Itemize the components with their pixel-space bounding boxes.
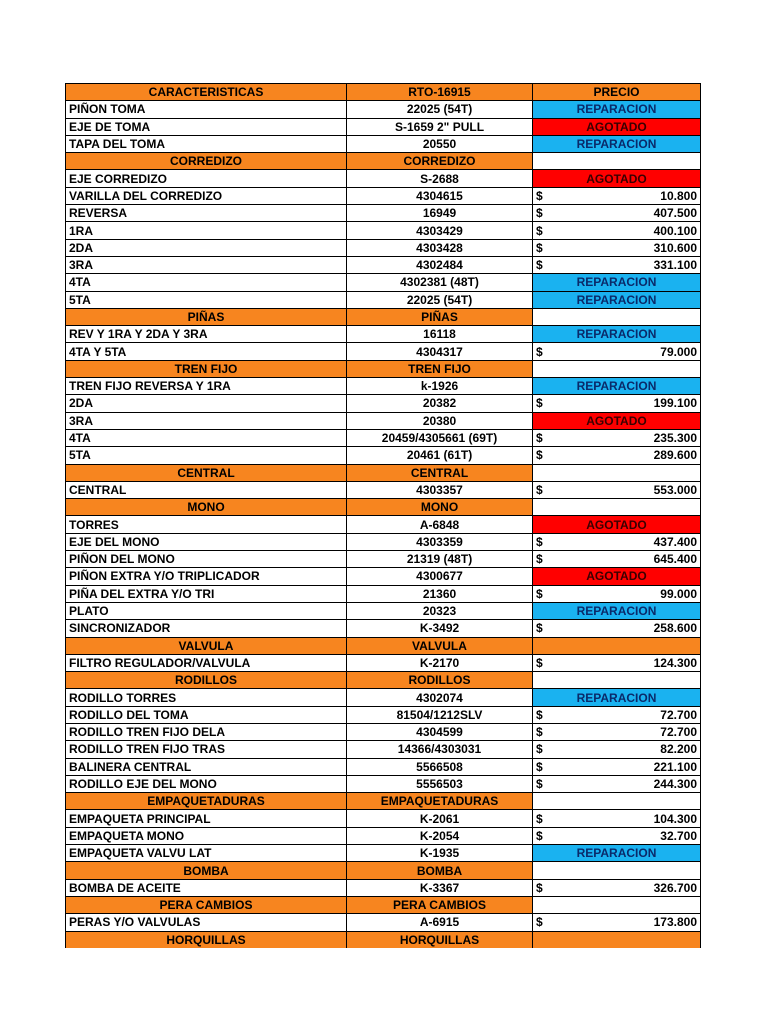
section-title-ref: CENTRAL	[347, 464, 533, 481]
part-name: 5TA	[66, 291, 347, 308]
parts-price-table	[65, 83, 701, 948]
section-title: TREN FIJO	[66, 360, 347, 377]
price-cell	[533, 827, 701, 844]
part-name: PIÑA DEL EXTRA Y/O TRI	[66, 585, 347, 602]
part-reference: 16949	[347, 205, 533, 222]
currency-symbol: $	[536, 240, 543, 255]
section-header-row	[66, 360, 701, 377]
status-reparacion: REPARACION	[533, 291, 701, 308]
section-title-ref: TREN FIJO	[347, 360, 533, 377]
part-name: TAPA DEL TOMA	[66, 135, 347, 152]
currency-symbol: $	[536, 742, 543, 757]
part-reference: K-1935	[347, 845, 533, 862]
section-header-row	[66, 464, 701, 481]
price-value: 645.400	[653, 552, 697, 567]
table-row	[66, 187, 701, 204]
price-value: 79.000	[660, 344, 697, 359]
price-value: 10.800	[660, 188, 697, 203]
currency-symbol: $	[536, 482, 543, 497]
table-row	[66, 395, 701, 412]
section-title-ref: HORQUILLAS	[347, 931, 533, 948]
section-title: HORQUILLAS	[66, 931, 347, 948]
table-row	[66, 879, 701, 896]
currency-symbol: $	[536, 621, 543, 636]
table-row	[66, 326, 701, 343]
part-reference: S-1659 2" PULL	[347, 118, 533, 135]
price-cell	[533, 758, 701, 775]
price-cell	[533, 447, 701, 464]
part-reference: 20323	[347, 602, 533, 619]
part-name: BOMBA DE ACEITE	[66, 879, 347, 896]
part-name: 5TA	[66, 447, 347, 464]
part-name: EMPAQUETA PRINCIPAL	[66, 810, 347, 827]
table-row	[66, 602, 701, 619]
section-title: CENTRAL	[66, 464, 347, 481]
part-reference: A-6915	[347, 914, 533, 931]
currency-symbol: $	[536, 777, 543, 792]
price-cell	[533, 620, 701, 637]
section-header-row	[66, 637, 701, 654]
table-row	[66, 256, 701, 273]
part-name: RODILLO EJE DEL MONO	[66, 775, 347, 792]
part-name: REV Y 1RA Y 2DA Y 3RA	[66, 326, 347, 343]
currency-symbol: $	[536, 880, 543, 895]
part-name: EJE CORREDIZO	[66, 170, 347, 187]
price-value: 235.300	[653, 431, 697, 446]
price-value: 173.800	[653, 915, 697, 930]
part-name: RODILLO DEL TOMA	[66, 706, 347, 723]
status-reparacion: REPARACION	[533, 135, 701, 152]
price-cell	[533, 551, 701, 568]
currency-symbol: $	[536, 344, 543, 359]
part-reference: K-2170	[347, 654, 533, 671]
price-cell	[533, 533, 701, 550]
part-reference: 5556503	[347, 775, 533, 792]
part-reference: 5566508	[347, 758, 533, 775]
status-agotado: AGOTADO	[533, 516, 701, 533]
table-row	[66, 274, 701, 291]
status-agotado: AGOTADO	[533, 568, 701, 585]
currency-symbol: $	[536, 206, 543, 221]
price-cell	[533, 481, 701, 498]
part-name: TREN FIJO REVERSA Y 1RA	[66, 378, 347, 395]
section-header-row	[66, 308, 701, 325]
part-name: 2DA	[66, 239, 347, 256]
status-reparacion: REPARACION	[533, 689, 701, 706]
table-row	[66, 827, 701, 844]
part-name: PIÑON DEL MONO	[66, 551, 347, 568]
part-reference: 20382	[347, 395, 533, 412]
section-price-cell	[533, 464, 701, 481]
status-reparacion: REPARACION	[533, 274, 701, 291]
part-reference: 20380	[347, 412, 533, 429]
price-value: 72.700	[660, 725, 697, 740]
currency-symbol: $	[536, 223, 543, 238]
status-reparacion: REPARACION	[533, 845, 701, 862]
part-name: RODILLO TREN FIJO TRAS	[66, 741, 347, 758]
part-reference: 4304599	[347, 723, 533, 740]
part-name: EMPAQUETA MONO	[66, 827, 347, 844]
status-agotado: AGOTADO	[533, 170, 701, 187]
section-header-row	[66, 153, 701, 170]
price-value: 244.300	[653, 777, 697, 792]
section-title-ref: BOMBA	[347, 862, 533, 879]
section-title-ref: PIÑAS	[347, 308, 533, 325]
table-row	[66, 723, 701, 740]
price-cell	[533, 585, 701, 602]
section-title: CORREDIZO	[66, 153, 347, 170]
table-row	[66, 170, 701, 187]
section-price-cell	[533, 672, 701, 689]
part-reference: K-2054	[347, 827, 533, 844]
price-cell	[533, 256, 701, 273]
table-row	[66, 378, 701, 395]
part-name: SINCRONIZADOR	[66, 620, 347, 637]
table-row	[66, 343, 701, 360]
section-title: VALVULA	[66, 637, 347, 654]
price-value: 553.000	[653, 482, 697, 497]
section-header-row	[66, 862, 701, 879]
price-cell	[533, 343, 701, 360]
table-row	[66, 135, 701, 152]
section-title: EMPAQUETADURAS	[66, 793, 347, 810]
status-reparacion: REPARACION	[533, 602, 701, 619]
table-row	[66, 741, 701, 758]
section-price-cell	[533, 499, 701, 516]
table-row	[66, 533, 701, 550]
part-name: TORRES	[66, 516, 347, 533]
table-row	[66, 689, 701, 706]
part-name: PLATO	[66, 602, 347, 619]
section-title-ref: PERA CAMBIOS	[347, 896, 533, 913]
currency-symbol: $	[536, 552, 543, 567]
part-reference: 4303359	[347, 533, 533, 550]
currency-symbol: $	[536, 655, 543, 670]
table-row	[66, 412, 701, 429]
part-name: 4TA	[66, 274, 347, 291]
status-agotado: AGOTADO	[533, 118, 701, 135]
currency-symbol: $	[536, 915, 543, 930]
header-precio: PRECIO	[533, 84, 701, 101]
section-price-cell	[533, 308, 701, 325]
table-row	[66, 239, 701, 256]
price-cell	[533, 706, 701, 723]
part-name: RODILLO TORRES	[66, 689, 347, 706]
part-name: BALINERA CENTRAL	[66, 758, 347, 775]
section-price-cell	[533, 360, 701, 377]
part-reference: K-3492	[347, 620, 533, 637]
table-row	[66, 447, 701, 464]
part-name: PIÑON TOMA	[66, 101, 347, 118]
part-name: 3RA	[66, 256, 347, 273]
section-title-ref: EMPAQUETADURAS	[347, 793, 533, 810]
status-agotado: AGOTADO	[533, 412, 701, 429]
currency-symbol: $	[536, 448, 543, 463]
section-header-row	[66, 931, 701, 948]
header-reference: RTO-16915	[347, 84, 533, 101]
currency-symbol: $	[536, 431, 543, 446]
price-cell	[533, 239, 701, 256]
part-reference: 4303429	[347, 222, 533, 239]
table-row	[66, 775, 701, 792]
table-row	[66, 654, 701, 671]
section-title: PERA CAMBIOS	[66, 896, 347, 913]
price-value: 437.400	[653, 534, 697, 549]
section-title: RODILLOS	[66, 672, 347, 689]
price-value: 258.600	[653, 621, 697, 636]
part-name: VARILLA DEL CORREDIZO	[66, 187, 347, 204]
currency-symbol: $	[536, 396, 543, 411]
part-name: 1RA	[66, 222, 347, 239]
price-cell	[533, 654, 701, 671]
price-value: 310.600	[653, 240, 697, 255]
price-value: 221.100	[653, 759, 697, 774]
part-reference: 4302484	[347, 256, 533, 273]
section-header-row	[66, 896, 701, 913]
part-reference: 4304317	[347, 343, 533, 360]
price-value: 407.500	[653, 206, 697, 221]
currency-symbol: $	[536, 828, 543, 843]
price-value: 82.200	[660, 742, 697, 757]
price-value: 331.100	[653, 258, 697, 273]
section-price-cell	[533, 931, 701, 948]
price-value: 199.100	[653, 396, 697, 411]
part-reference: A-6848	[347, 516, 533, 533]
part-reference: 20459/4305661 (69T)	[347, 429, 533, 446]
part-reference: 4302074	[347, 689, 533, 706]
part-reference: 20461 (61T)	[347, 447, 533, 464]
part-reference: 22025 (54T)	[347, 291, 533, 308]
part-name: EJE DEL MONO	[66, 533, 347, 550]
part-reference: 4303357	[347, 481, 533, 498]
price-cell	[533, 879, 701, 896]
status-reparacion: REPARACION	[533, 378, 701, 395]
part-name: REVERSA	[66, 205, 347, 222]
part-name: PIÑON EXTRA Y/O TRIPLICADOR	[66, 568, 347, 585]
price-cell	[533, 810, 701, 827]
section-title-ref: VALVULA	[347, 637, 533, 654]
table-row	[66, 810, 701, 827]
section-header-row	[66, 499, 701, 516]
table-row	[66, 481, 701, 498]
part-reference: K-2061	[347, 810, 533, 827]
section-header-row	[66, 672, 701, 689]
price-cell	[533, 723, 701, 740]
section-header-row	[66, 793, 701, 810]
price-cell	[533, 205, 701, 222]
status-reparacion: REPARACION	[533, 326, 701, 343]
price-value: 400.100	[653, 223, 697, 238]
header-caracteristicas: CARACTERISTICAS	[66, 84, 347, 101]
section-title-ref: RODILLOS	[347, 672, 533, 689]
price-cell	[533, 775, 701, 792]
part-name: 4TA Y 5TA	[66, 343, 347, 360]
price-value: 289.600	[653, 448, 697, 463]
part-name: EMPAQUETA VALVU LAT	[66, 845, 347, 862]
table-row	[66, 758, 701, 775]
part-name: RODILLO TREN FIJO DELA	[66, 723, 347, 740]
part-name: 2DA	[66, 395, 347, 412]
part-reference: 4300677	[347, 568, 533, 585]
price-cell	[533, 741, 701, 758]
part-reference: k-1926	[347, 378, 533, 395]
table-row	[66, 620, 701, 637]
status-reparacion: REPARACION	[533, 101, 701, 118]
table-row	[66, 101, 701, 118]
section-price-cell	[533, 637, 701, 654]
price-value: 99.000	[660, 586, 697, 601]
table-row	[66, 551, 701, 568]
price-value: 32.700	[660, 828, 697, 843]
price-cell	[533, 222, 701, 239]
table-row	[66, 914, 701, 931]
table-row	[66, 845, 701, 862]
part-reference: 81504/1212SLV	[347, 706, 533, 723]
table-row	[66, 585, 701, 602]
section-title: MONO	[66, 499, 347, 516]
section-price-cell	[533, 153, 701, 170]
table-row	[66, 291, 701, 308]
section-title-ref: MONO	[347, 499, 533, 516]
part-reference: 4304615	[347, 187, 533, 204]
currency-symbol: $	[536, 707, 543, 722]
price-cell	[533, 187, 701, 204]
part-name: 3RA	[66, 412, 347, 429]
part-reference: 4302381 (48T)	[347, 274, 533, 291]
part-name: 4TA	[66, 429, 347, 446]
part-reference: 4303428	[347, 239, 533, 256]
price-value: 72.700	[660, 707, 697, 722]
section-price-cell	[533, 793, 701, 810]
table-row	[66, 205, 701, 222]
part-reference: 21319 (48T)	[347, 551, 533, 568]
section-price-cell	[533, 862, 701, 879]
section-price-cell	[533, 896, 701, 913]
table-row	[66, 222, 701, 239]
currency-symbol: $	[536, 811, 543, 826]
part-reference: 14366/4303031	[347, 741, 533, 758]
table-row	[66, 118, 701, 135]
part-name: EJE DE TOMA	[66, 118, 347, 135]
part-reference: 22025 (54T)	[347, 101, 533, 118]
currency-symbol: $	[536, 586, 543, 601]
section-title: PIÑAS	[66, 308, 347, 325]
part-name: CENTRAL	[66, 481, 347, 498]
table-header-row	[66, 84, 701, 101]
currency-symbol: $	[536, 534, 543, 549]
section-title-ref: CORREDIZO	[347, 153, 533, 170]
currency-symbol: $	[536, 759, 543, 774]
part-reference: K-3367	[347, 879, 533, 896]
price-value: 326.700	[653, 880, 697, 895]
part-reference: S-2688	[347, 170, 533, 187]
table-row	[66, 706, 701, 723]
price-cell	[533, 395, 701, 412]
price-cell	[533, 914, 701, 931]
part-reference: 16118	[347, 326, 533, 343]
price-value: 104.300	[653, 811, 697, 826]
part-name: PERAS Y/O VALVULAS	[66, 914, 347, 931]
price-value: 124.300	[653, 655, 697, 670]
part-name: FILTRO REGULADOR/VALVULA	[66, 654, 347, 671]
currency-symbol: $	[536, 188, 543, 203]
price-cell	[533, 429, 701, 446]
part-reference: 20550	[347, 135, 533, 152]
section-title: BOMBA	[66, 862, 347, 879]
part-reference: 21360	[347, 585, 533, 602]
currency-symbol: $	[536, 258, 543, 273]
currency-symbol: $	[536, 725, 543, 740]
table-row	[66, 429, 701, 446]
table-row	[66, 516, 701, 533]
table-row	[66, 568, 701, 585]
